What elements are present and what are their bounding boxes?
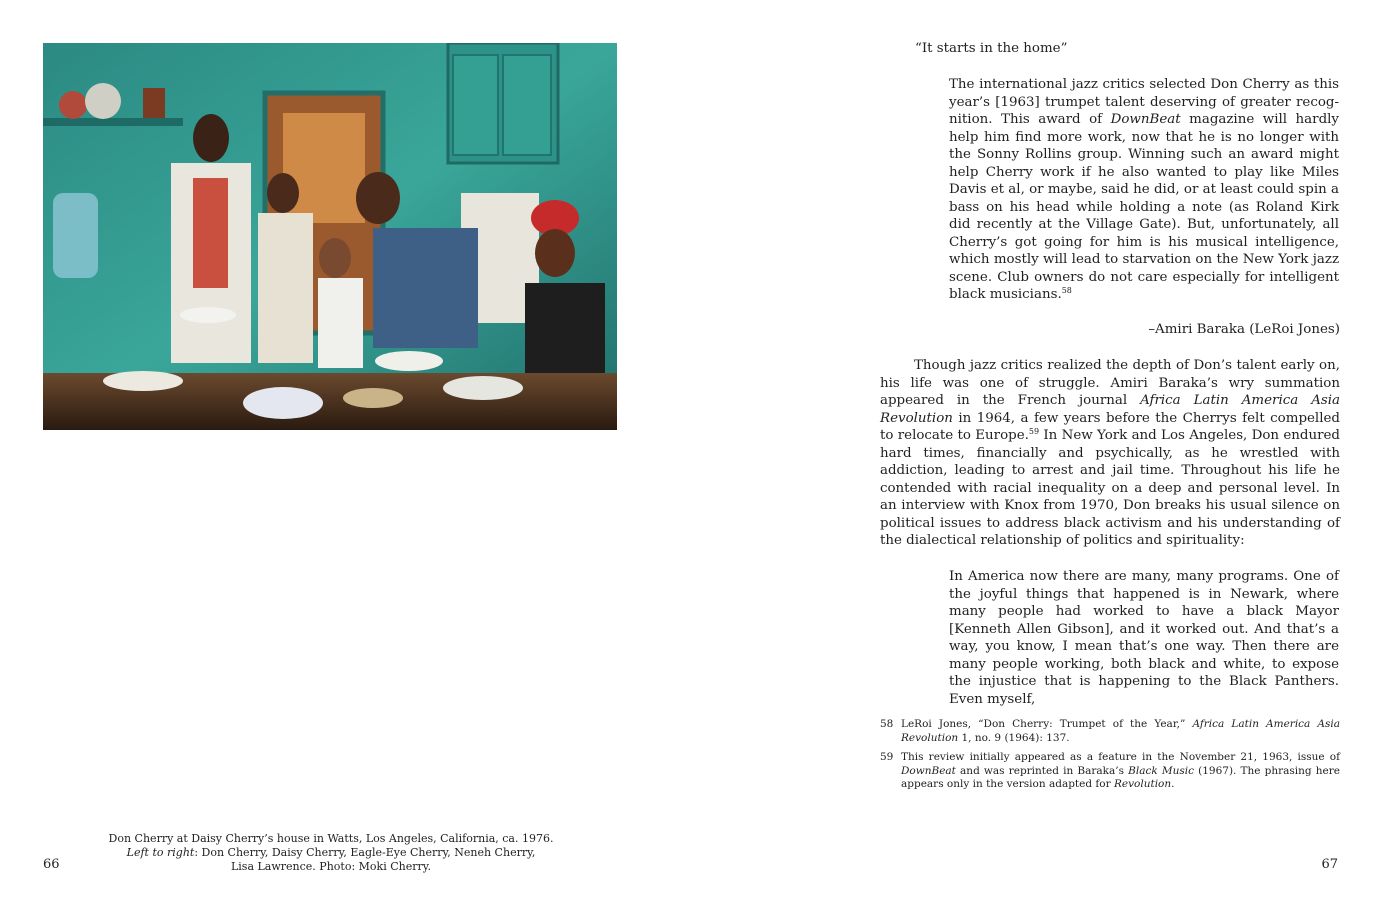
caption-italic: Left to right [126, 846, 195, 859]
footnote-text [901, 718, 1340, 745]
footnote-ref-58[interactable]: 58 [1061, 286, 1072, 295]
section-heading: “It starts in the home” [915, 41, 1068, 56]
page-number-right: 67 [1321, 857, 1338, 872]
quote-attribution: –Amiri Baraka (LeRoi Jones) [1148, 322, 1340, 337]
fn-text-d: . [1171, 778, 1175, 790]
footnotes [880, 718, 1340, 798]
right-page [691, 0, 1382, 912]
footnote-ref-59[interactable]: 59 [1028, 427, 1040, 436]
quote1-text-a: The international jazz critics selected Don Cherry as this year’s [1963] trumpet talent deserving of greater recog-nition. This award of [949, 77, 1339, 127]
photo-caption [92, 832, 570, 874]
fn-text-a: LeRoi Jones, “Don Cherry: Trumpet of the Year,” [901, 718, 1193, 730]
fn-text-c: (1967). The phrasing here appears only in the version adapted for [901, 764, 1341, 790]
fn-text-b: 1, no. 9 (1964): 137. [958, 731, 1070, 744]
page-number-left: 66 [43, 857, 60, 872]
footnote-number: 59 [880, 751, 894, 763]
fn-text-a: This review initially appeared as a feature in the November 21, 1963, issue of [901, 751, 1340, 763]
footnote-text [901, 751, 1340, 792]
body-paragraph [880, 357, 1340, 550]
body-text-c: In New York and Los Angeles, Don endured hard times, financially and psychically, as he wrestled with addiction, leading to arrest and jail time. Throughout his life he contended with racial inequality on a deep and personal level. In an interview with Knox from 1970, Don breaks his usual silence on political issues to address black activism and his understanding of the dialectical relationship of politics and spirituality: [880, 428, 1340, 548]
fn-text-b: and was reprinted in Baraka’s [955, 764, 1129, 777]
kitchen-photo [43, 43, 617, 430]
caption-line-1: Don Cherry at Daisy Cherry’s house in Watts, Los Angeles, California, ca. 1976. [108, 832, 554, 845]
body-italic: Africa Latin America Asia Revolution [880, 393, 1340, 426]
fn-italic-2: Black Music [1128, 764, 1194, 777]
caption-line-2 [92, 846, 570, 860]
body-text-b: in 1964, a few years before the Cherrys felt compelled to relocate to Europe. [880, 410, 1340, 443]
footnote-58 [880, 718, 1340, 745]
caption-line-3: Lisa Lawrence. Photo: Moki Cherry. [230, 860, 431, 873]
footnote-number: 58 [880, 718, 894, 730]
photo-illustration [43, 43, 617, 430]
quote1-text-b: magazine will hardly help him find more work, now that he is no longer with the Sonny Rollins group. Winning such an award might help Cherry work if he also wanted to play like Miles Davis et al, or maybe, said he did, or at least could spin a bass on his head while holding a note (as Roland Kirk did recently at the Village Gate). But, unfortunately, all Cherry’s got going for him is his musical intelligence, which mostly will lead to starvation on the New York jazz scene. Club owners do not care especially for intelligent black musicians. [949, 112, 1339, 302]
caption-line-2-rest: : Don Cherry, Daisy Cherry, Eagle-Eye Cherry, Neneh Cherry, [194, 846, 536, 859]
fn-italic-3: Revolution [1113, 778, 1172, 790]
footnote-59 [880, 751, 1340, 792]
body-text-a: Though jazz critics realized the depth of Don’s talent early on, his life was one of struggle. Amiri Baraka’s wry summation appeared in the French journal [880, 358, 1340, 408]
quote1-italic: DownBeat [1110, 112, 1181, 127]
fn-italic-1: DownBeat [901, 764, 956, 777]
fn-italic-1: Africa Latin America Asia Revolution [901, 718, 1340, 744]
block-quote-2: In America now there are many, many programs. One of the joyful things that happened is in Newark, where many people had worked to have a black Mayor [Kenneth Allen Gibson], and it worked out. And that’s a way, you know, I mean that’s one way. Then there are many people working, both black and white, to expose the injustice that is happening to the Black Panthers. Even myself, [949, 569, 1339, 707]
block-quote-1 [949, 76, 1339, 304]
